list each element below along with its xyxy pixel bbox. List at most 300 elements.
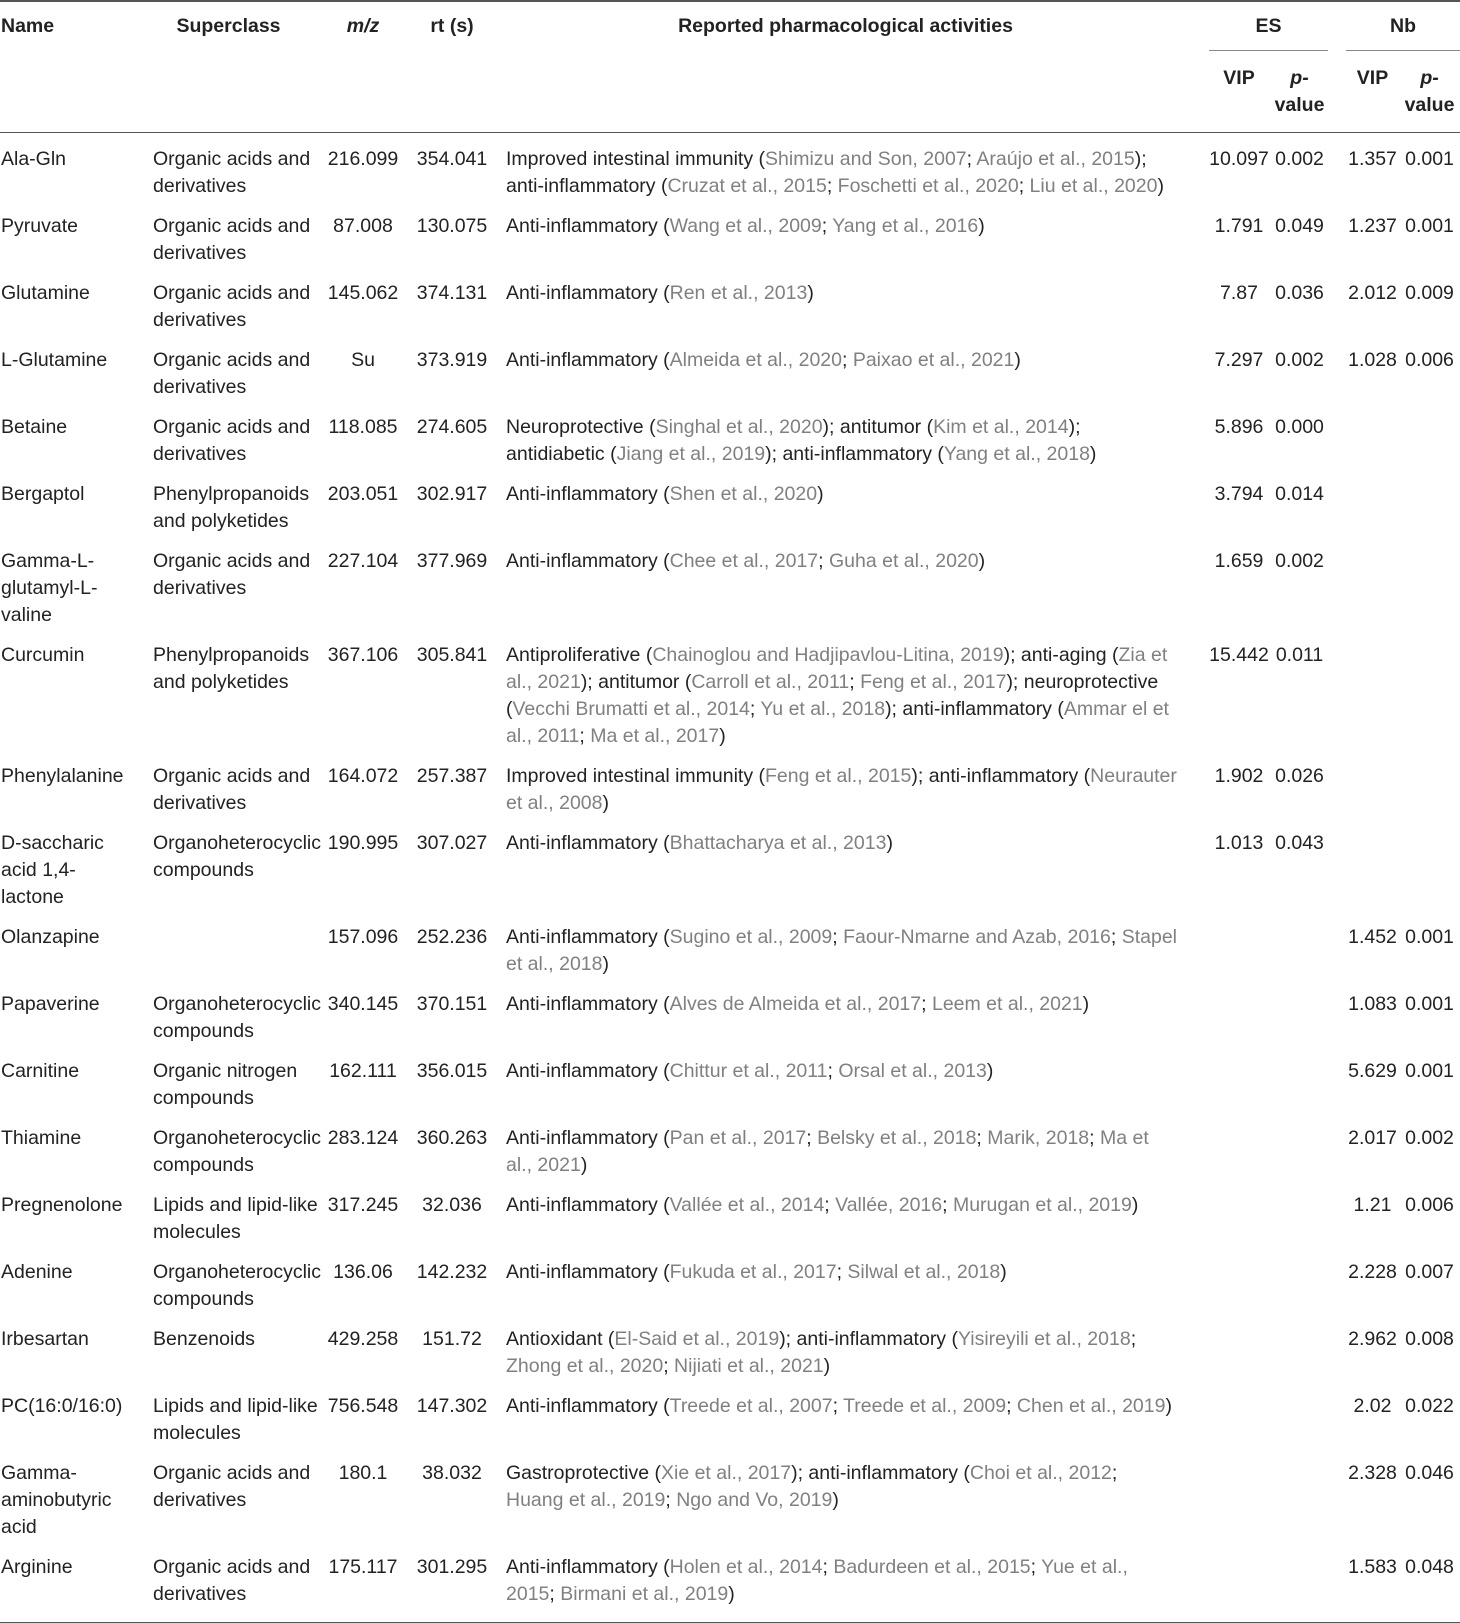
activity-text: ) bbox=[1157, 175, 1164, 197]
reference-citation: Badurdeen et al., 2015 bbox=[833, 1556, 1031, 1578]
nb-vip-value bbox=[1330, 629, 1399, 750]
compound-superclass: Organoheterocyclic compounds bbox=[153, 1127, 321, 1176]
nb-p-value: 0.001 bbox=[1405, 215, 1454, 237]
header-nb-vip: VIP bbox=[1356, 67, 1389, 89]
activity-text: Anti-inflammatory ( bbox=[506, 926, 670, 948]
reference-citation: Neurauter et al., 2008 bbox=[506, 765, 1177, 814]
compound-name: L-Glutamine bbox=[1, 349, 108, 371]
compound-activities bbox=[498, 267, 1193, 334]
table-row bbox=[0, 200, 1460, 267]
compound-rt: 354.041 bbox=[416, 148, 488, 170]
activity-text: ) bbox=[1014, 349, 1021, 371]
activity-text: ) bbox=[728, 1583, 735, 1605]
activity-text: ; bbox=[976, 1127, 988, 1149]
compound-name: Pyruvate bbox=[1, 215, 78, 237]
nb-p-value: 0.001 bbox=[1405, 148, 1454, 170]
nb-vip-value: 1.083 bbox=[1348, 993, 1397, 1015]
reference-citation: Choi et al., 2012 bbox=[969, 1462, 1112, 1484]
activity-text: Gastroprotective ( bbox=[506, 1462, 661, 1484]
header-nb-p-prefix: p- bbox=[1420, 67, 1439, 89]
activity-text: Anti-inflammatory ( bbox=[506, 1060, 670, 1082]
reference-citation: Nijiati et al., 2021 bbox=[674, 1355, 824, 1377]
compound-activities bbox=[498, 629, 1193, 750]
es-vip-value bbox=[1193, 1112, 1269, 1179]
reference-citation: Stapel et al., 2018 bbox=[506, 926, 1177, 975]
compound-mz: 87.008 bbox=[333, 215, 393, 237]
nb-p-value: 0.001 bbox=[1405, 1060, 1454, 1082]
activity-text: Anti-inflammatory ( bbox=[506, 1194, 670, 1216]
es-vip-value: 5.896 bbox=[1214, 416, 1264, 438]
nb-vip-value: 2.012 bbox=[1348, 282, 1397, 304]
es-vip-value bbox=[1193, 1045, 1269, 1112]
es-vip-value bbox=[1193, 1541, 1269, 1623]
es-p-value bbox=[1269, 978, 1330, 1045]
reference-citation: Singhal et al., 2020 bbox=[655, 416, 823, 438]
es-vip-value: 3.794 bbox=[1214, 483, 1264, 505]
reference-citation: Chittur et al., 2011 bbox=[669, 1060, 828, 1082]
compound-activities bbox=[498, 334, 1193, 401]
nb-vip-value: 2.02 bbox=[1353, 1395, 1392, 1417]
es-p-value: 0.011 bbox=[1275, 644, 1324, 666]
nb-p-value bbox=[1399, 535, 1460, 629]
reference-citation: Yang et al., 2016 bbox=[832, 215, 979, 237]
es-p-value bbox=[1269, 1246, 1330, 1313]
activity-text: ; bbox=[824, 1194, 836, 1216]
compound-superclass: Organoheterocyclic compounds bbox=[153, 993, 321, 1042]
activity-text: ; bbox=[921, 993, 932, 1015]
compound-activities bbox=[498, 401, 1193, 468]
es-vip-value bbox=[1193, 1447, 1269, 1541]
reference-citation: Leem et al., 2021 bbox=[931, 993, 1083, 1015]
activity-text: ; bbox=[942, 1194, 953, 1216]
es-p-value: 0.043 bbox=[1275, 832, 1324, 854]
activity-text: ; bbox=[1111, 1462, 1118, 1484]
compound-superclass bbox=[137, 911, 320, 978]
activity-text: ; bbox=[849, 671, 861, 693]
activity-text: Anti-inflammatory ( bbox=[506, 1261, 670, 1283]
nb-vip-value bbox=[1330, 401, 1399, 468]
table-row bbox=[0, 133, 1460, 201]
es-vip-value: 1.902 bbox=[1214, 765, 1264, 787]
activity-text: ) bbox=[1089, 443, 1097, 465]
table-row bbox=[0, 1179, 1460, 1246]
reference-citation: Faour-Nmarne and Azab, 2016 bbox=[843, 926, 1111, 948]
es-vip-value bbox=[1193, 978, 1269, 1045]
activity-text: Anti-inflammatory ( bbox=[506, 1556, 670, 1578]
compound-rt: 147.302 bbox=[416, 1395, 488, 1417]
reference-citation: Silwal et al., 2018 bbox=[847, 1261, 1001, 1283]
compound-rt: 356.015 bbox=[416, 1060, 488, 1082]
nb-p-value bbox=[1399, 817, 1460, 911]
nb-p-value: 0.009 bbox=[1405, 282, 1454, 304]
compound-superclass: Organic acids and derivatives bbox=[153, 282, 311, 331]
compound-name: Ala-Gln bbox=[1, 148, 67, 170]
reference-citation: Yisireyili et al., 2018 bbox=[957, 1328, 1131, 1350]
compound-activities bbox=[498, 133, 1193, 201]
compound-name: Gamma-aminobutyric acid bbox=[1, 1462, 112, 1538]
compound-superclass: Organic acids and derivatives bbox=[153, 1462, 311, 1511]
compound-superclass: Phenylpropanoids and polyketides bbox=[153, 644, 310, 693]
compound-activities bbox=[498, 1380, 1193, 1447]
reference-citation: Belsky et al., 2018 bbox=[817, 1127, 977, 1149]
header-nb-p-suffix: value bbox=[1404, 94, 1455, 116]
table-row bbox=[0, 1380, 1460, 1447]
activity-text: ); anti-inflammatory ( bbox=[765, 443, 944, 465]
es-p-value: 0.014 bbox=[1275, 483, 1324, 505]
reference-citation: Vallée, 2016 bbox=[835, 1194, 943, 1216]
es-vip-value: 1.659 bbox=[1214, 550, 1264, 572]
header-es-pvalue bbox=[1269, 51, 1330, 133]
activity-text: ; bbox=[1030, 1556, 1042, 1578]
nb-p-value: 0.048 bbox=[1405, 1556, 1454, 1578]
compound-activities bbox=[498, 1112, 1193, 1179]
compound-superclass: Organic acids and derivatives bbox=[153, 349, 311, 398]
reference-citation: Chen et al., 2019 bbox=[1016, 1395, 1166, 1417]
activity-text: ) bbox=[978, 215, 985, 237]
reference-citation: Almeida et al., 2020 bbox=[669, 349, 842, 371]
reference-citation: Cruzat et al., 2015 bbox=[667, 175, 827, 197]
activity-text: Anti-inflammatory ( bbox=[506, 832, 670, 854]
activity-text: ; bbox=[663, 1355, 675, 1377]
activity-text: Antioxidant ( bbox=[506, 1328, 615, 1350]
reference-citation: Araújo et al., 2015 bbox=[976, 148, 1135, 170]
activity-text: ; bbox=[1089, 1127, 1100, 1149]
activity-text: ) bbox=[602, 792, 609, 814]
reference-citation: Ma et al., 2021 bbox=[506, 1127, 1149, 1176]
compound-name: Phenylalanine bbox=[1, 765, 124, 787]
nb-vip-value: 1.028 bbox=[1348, 349, 1397, 371]
reference-citation: Bhattacharya et al., 2013 bbox=[669, 832, 887, 854]
activity-text: ); anti-inflammatory ( bbox=[791, 1462, 970, 1484]
activity-text: ); antitumor ( bbox=[822, 416, 934, 438]
reference-citation: Chainoglou and Hadjipavlou-Litina, 2019 bbox=[652, 644, 1004, 666]
es-p-value: 0.026 bbox=[1275, 765, 1324, 787]
activity-text: Improved intestinal immunity ( bbox=[506, 765, 766, 787]
compound-mz: 145.062 bbox=[327, 282, 399, 304]
compound-superclass: Organic acids and derivatives bbox=[153, 148, 311, 197]
compound-rt: 373.919 bbox=[416, 349, 488, 371]
reference-citation: Shimizu and Son, 2007 bbox=[765, 148, 967, 170]
reference-citation: Guha et al., 2020 bbox=[829, 550, 979, 572]
nb-p-value bbox=[1399, 468, 1460, 535]
compound-name: Adenine bbox=[1, 1261, 73, 1283]
nb-vip-value: 1.21 bbox=[1353, 1194, 1392, 1216]
table-row bbox=[0, 629, 1460, 750]
header-activities: Reported pharmacological activities bbox=[678, 15, 1013, 37]
activity-text: ) bbox=[1131, 1194, 1139, 1216]
table-row bbox=[0, 1541, 1460, 1623]
compound-activities bbox=[498, 1246, 1193, 1313]
table-row bbox=[0, 911, 1460, 978]
nb-vip-value: 2.962 bbox=[1348, 1328, 1397, 1350]
compound-rt: 38.032 bbox=[422, 1462, 482, 1484]
reference-citation: Treede et al., 2009 bbox=[843, 1395, 1007, 1417]
compound-mz: 175.117 bbox=[328, 1556, 398, 1578]
activity-text: ) bbox=[986, 1060, 994, 1082]
reference-citation: Feng et al., 2015 bbox=[765, 765, 912, 787]
header-es-group bbox=[1193, 0, 1330, 51]
es-p-value bbox=[1269, 1447, 1330, 1541]
compound-rt: 301.295 bbox=[416, 1556, 488, 1578]
compound-superclass: Organic acids and derivatives bbox=[153, 1556, 311, 1605]
compound-rt: 32.036 bbox=[422, 1194, 482, 1216]
compound-mz: 756.548 bbox=[327, 1395, 399, 1417]
compound-superclass: Organic acids and derivatives bbox=[153, 765, 311, 814]
activity-text: ; bbox=[827, 1060, 839, 1082]
activity-text: ) bbox=[832, 1489, 839, 1511]
compound-name: Glutamine bbox=[1, 282, 90, 304]
reference-citation: Sugino et al., 2009 bbox=[669, 926, 833, 948]
activity-text: ); neuroprotective ( bbox=[506, 671, 1159, 720]
reference-citation: Wang et al., 2009 bbox=[669, 215, 822, 237]
compound-mz: 340.145 bbox=[327, 993, 399, 1015]
header-nb-group bbox=[1330, 0, 1460, 51]
activity-text: ; bbox=[579, 725, 591, 747]
es-vip-value: 10.097 bbox=[1209, 148, 1269, 170]
table-header bbox=[0, 0, 1460, 133]
table-row bbox=[0, 1112, 1460, 1179]
header-es-p-suffix: value bbox=[1274, 94, 1325, 116]
compound-activities bbox=[498, 978, 1193, 1045]
table-row bbox=[0, 750, 1460, 817]
nb-p-value: 0.001 bbox=[1405, 993, 1454, 1015]
compound-activities bbox=[498, 1313, 1193, 1380]
reference-citation: Foschetti et al., 2020 bbox=[837, 175, 1019, 197]
table-row bbox=[0, 817, 1460, 911]
table-body bbox=[0, 133, 1460, 1623]
activity-text: ; bbox=[832, 1395, 844, 1417]
es-p-value: 0.002 bbox=[1275, 550, 1324, 572]
activity-text: Anti-inflammatory ( bbox=[506, 349, 670, 371]
compound-rt: 374.131 bbox=[416, 282, 488, 304]
compound-activities bbox=[498, 1541, 1193, 1623]
reference-citation: Fukuda et al., 2017 bbox=[669, 1261, 837, 1283]
compound-rt: 370.151 bbox=[416, 993, 488, 1015]
compound-name: Bergaptol bbox=[1, 483, 85, 505]
compound-activities bbox=[498, 911, 1193, 978]
compound-superclass: Organoheterocyclic compounds bbox=[153, 1261, 321, 1310]
activity-text: ) bbox=[1000, 1261, 1007, 1283]
activity-text: ) bbox=[719, 725, 726, 747]
reference-citation: Yue et al., 2015 bbox=[506, 1556, 1128, 1605]
header-es: ES bbox=[1209, 13, 1328, 51]
es-vip-value bbox=[1193, 1313, 1269, 1380]
reference-citation: Jiang et al., 2019 bbox=[616, 443, 766, 465]
nb-vip-value: 2.328 bbox=[1348, 1462, 1397, 1484]
nb-vip-value bbox=[1330, 750, 1399, 817]
reference-citation: Ma et al., 2017 bbox=[590, 725, 720, 747]
activity-text: ); anti-inflammatory ( bbox=[885, 698, 1064, 720]
reference-citation: Carroll et al., 2011 bbox=[691, 671, 850, 693]
nb-p-value: 0.007 bbox=[1405, 1261, 1454, 1283]
activity-text: ) bbox=[807, 282, 814, 304]
compound-superclass: Lipids and lipid-like molecules bbox=[153, 1395, 318, 1444]
compound-name: Thiamine bbox=[1, 1127, 82, 1149]
compound-rt: 360.263 bbox=[416, 1127, 488, 1149]
activity-text: ; bbox=[822, 1556, 834, 1578]
compound-activities bbox=[498, 1179, 1193, 1246]
activity-text: ; bbox=[665, 1489, 677, 1511]
reference-citation: Xie et al., 2017 bbox=[660, 1462, 792, 1484]
reference-citation: Birmani et al., 2019 bbox=[560, 1583, 729, 1605]
activity-text: Antiproliferative ( bbox=[506, 644, 653, 666]
reference-citation: Kim et al., 2014 bbox=[933, 416, 1069, 438]
compound-activities bbox=[498, 1447, 1193, 1541]
compound-superclass: Phenylpropanoids and polyketides bbox=[153, 483, 310, 532]
activity-text: Anti-inflammatory ( bbox=[506, 215, 670, 237]
es-vip-value: 7.297 bbox=[1214, 349, 1264, 371]
activity-text: ) bbox=[823, 1355, 831, 1377]
activity-text: ) bbox=[978, 550, 986, 572]
reference-citation: Paixao et al., 2021 bbox=[852, 349, 1015, 371]
nb-vip-value bbox=[1330, 817, 1399, 911]
activity-text: ) bbox=[602, 953, 609, 975]
activity-text: ); antidiabetic ( bbox=[506, 416, 1081, 465]
compound-activities bbox=[498, 468, 1193, 535]
es-p-value bbox=[1269, 1179, 1330, 1246]
nb-vip-value: 1.237 bbox=[1348, 215, 1397, 237]
nb-p-value: 0.006 bbox=[1405, 349, 1454, 371]
nb-p-value: 0.006 bbox=[1405, 1194, 1454, 1216]
compound-mz: 190.995 bbox=[327, 832, 399, 854]
es-vip-value: 1.791 bbox=[1214, 215, 1264, 237]
compound-mz: 216.099 bbox=[327, 148, 399, 170]
es-p-value bbox=[1269, 1380, 1330, 1447]
compound-rt: 257.387 bbox=[416, 765, 488, 787]
reference-citation: Zhong et al., 2020 bbox=[506, 1355, 664, 1377]
compound-name: Gamma-L-glutamyl-L-valine bbox=[1, 550, 98, 626]
nb-vip-value: 1.357 bbox=[1348, 148, 1397, 170]
activity-text: Anti-inflammatory ( bbox=[506, 550, 670, 572]
compound-name: Curcumin bbox=[1, 644, 85, 666]
activity-text: ; bbox=[841, 349, 853, 371]
reference-citation: Feng et al., 2017 bbox=[860, 671, 1007, 693]
es-p-value bbox=[1269, 1045, 1330, 1112]
activity-text: Neuroprotective ( bbox=[506, 416, 656, 438]
compound-superclass: Benzenoids bbox=[153, 1328, 255, 1350]
nb-vip-value: 2.017 bbox=[1348, 1127, 1397, 1149]
reference-citation: Zia et al., 2021 bbox=[506, 644, 1168, 693]
table-row bbox=[0, 1246, 1460, 1313]
compound-superclass: Organic acids and derivatives bbox=[153, 215, 311, 264]
compound-activities bbox=[498, 817, 1193, 911]
compound-rt: 377.969 bbox=[416, 550, 488, 572]
es-vip-value bbox=[1193, 1179, 1269, 1246]
es-vip-value: 1.013 bbox=[1214, 832, 1264, 854]
nb-vip-value: 5.629 bbox=[1348, 1060, 1397, 1082]
compound-name: Betaine bbox=[1, 416, 68, 438]
activity-text: Anti-inflammatory ( bbox=[506, 1127, 670, 1149]
es-vip-value bbox=[1193, 911, 1269, 978]
compound-mz: 162.111 bbox=[329, 1060, 397, 1082]
header-rt: rt (s) bbox=[430, 15, 474, 37]
header-es-vip: VIP bbox=[1223, 67, 1255, 89]
nb-p-value bbox=[1399, 401, 1460, 468]
compound-mz: 227.104 bbox=[327, 550, 399, 572]
nb-p-value bbox=[1399, 750, 1460, 817]
activity-text: ; bbox=[832, 926, 844, 948]
activity-text: ; bbox=[749, 698, 761, 720]
nb-p-value: 0.046 bbox=[1405, 1462, 1454, 1484]
reference-citation: Huang et al., 2019 bbox=[506, 1489, 666, 1511]
activity-text: ; bbox=[549, 1583, 561, 1605]
compound-rt: 151.72 bbox=[422, 1328, 482, 1350]
compound-superclass: Organic nitrogen compounds bbox=[153, 1060, 298, 1109]
activity-text: Improved intestinal immunity ( bbox=[506, 148, 766, 170]
compound-rt: 252.236 bbox=[416, 926, 488, 948]
activity-text: ; bbox=[966, 148, 977, 170]
nb-vip-value: 1.452 bbox=[1348, 926, 1397, 948]
reference-citation: Holen et al., 2014 bbox=[669, 1556, 823, 1578]
activity-text: ) bbox=[580, 1154, 588, 1176]
nb-vip-value bbox=[1330, 535, 1399, 629]
es-vip-value: 15.442 bbox=[1209, 644, 1269, 666]
reference-citation: Pan et al., 2017 bbox=[669, 1127, 807, 1149]
header-nb: Nb bbox=[1346, 13, 1460, 51]
reference-citation: Vallée et al., 2014 bbox=[669, 1194, 825, 1216]
compound-mz: 429.258 bbox=[327, 1328, 399, 1350]
table-row bbox=[0, 978, 1460, 1045]
compound-mz: 283.124 bbox=[327, 1127, 399, 1149]
compound-superclass: Organic acids and derivatives bbox=[153, 550, 311, 599]
activity-text: ; bbox=[1110, 926, 1122, 948]
table-row bbox=[0, 468, 1460, 535]
activity-text: ); anti-inflammatory ( bbox=[779, 1328, 958, 1350]
compound-activities bbox=[498, 200, 1193, 267]
activity-text: ; bbox=[818, 550, 829, 572]
compound-mz: 164.072 bbox=[327, 765, 399, 787]
compound-name: Papaverine bbox=[1, 993, 100, 1015]
header-row-1 bbox=[0, 0, 1460, 51]
reference-citation: Ngo and Vo, 2019 bbox=[676, 1489, 833, 1511]
compound-superclass: Lipids and lipid-like molecules bbox=[153, 1194, 318, 1243]
es-p-value bbox=[1269, 911, 1330, 978]
es-p-value: 0.036 bbox=[1275, 282, 1324, 304]
nb-vip-value: 2.228 bbox=[1348, 1261, 1397, 1283]
activity-text: ; bbox=[821, 215, 833, 237]
header-name: Name bbox=[1, 15, 55, 37]
activity-text: ) bbox=[817, 483, 824, 505]
activity-text: ); anti-inflammatory ( bbox=[506, 148, 1147, 197]
compound-name: PC(16:0/16:0) bbox=[1, 1395, 123, 1417]
reference-citation: Alves de Almeida et al., 2017 bbox=[669, 993, 922, 1015]
compound-rt: 142.232 bbox=[416, 1261, 488, 1283]
table-row bbox=[0, 1313, 1460, 1380]
reference-citation: Treede et al., 2007 bbox=[669, 1395, 833, 1417]
es-p-value: 0.002 bbox=[1275, 148, 1324, 170]
es-p-value bbox=[1269, 1112, 1330, 1179]
es-p-value: 0.000 bbox=[1275, 416, 1324, 438]
table-row bbox=[0, 1447, 1460, 1541]
header-mz: m/z bbox=[346, 15, 380, 37]
compound-mz: 317.245 bbox=[327, 1194, 399, 1216]
nb-p-value: 0.022 bbox=[1405, 1395, 1454, 1417]
compound-mz: 157.096 bbox=[327, 926, 399, 948]
compound-mz: 367.106 bbox=[327, 644, 399, 666]
reference-citation: Vecchi Brumatti et al., 2014 bbox=[512, 698, 750, 720]
reference-citation: Murugan et al., 2019 bbox=[952, 1194, 1132, 1216]
es-p-value bbox=[1269, 1541, 1330, 1623]
reference-citation: Yang et al., 2018 bbox=[943, 443, 1090, 465]
activity-text: ); antitumor ( bbox=[580, 671, 692, 693]
reference-citation: Orsal et al., 2013 bbox=[838, 1060, 987, 1082]
nb-vip-value bbox=[1330, 468, 1399, 535]
reference-citation: Chee et al., 2017 bbox=[669, 550, 819, 572]
activity-text: ); anti-inflammatory ( bbox=[911, 765, 1091, 787]
compound-activities bbox=[498, 535, 1193, 629]
activity-text: Anti-inflammatory ( bbox=[506, 483, 670, 505]
es-vip-value bbox=[1193, 1246, 1269, 1313]
